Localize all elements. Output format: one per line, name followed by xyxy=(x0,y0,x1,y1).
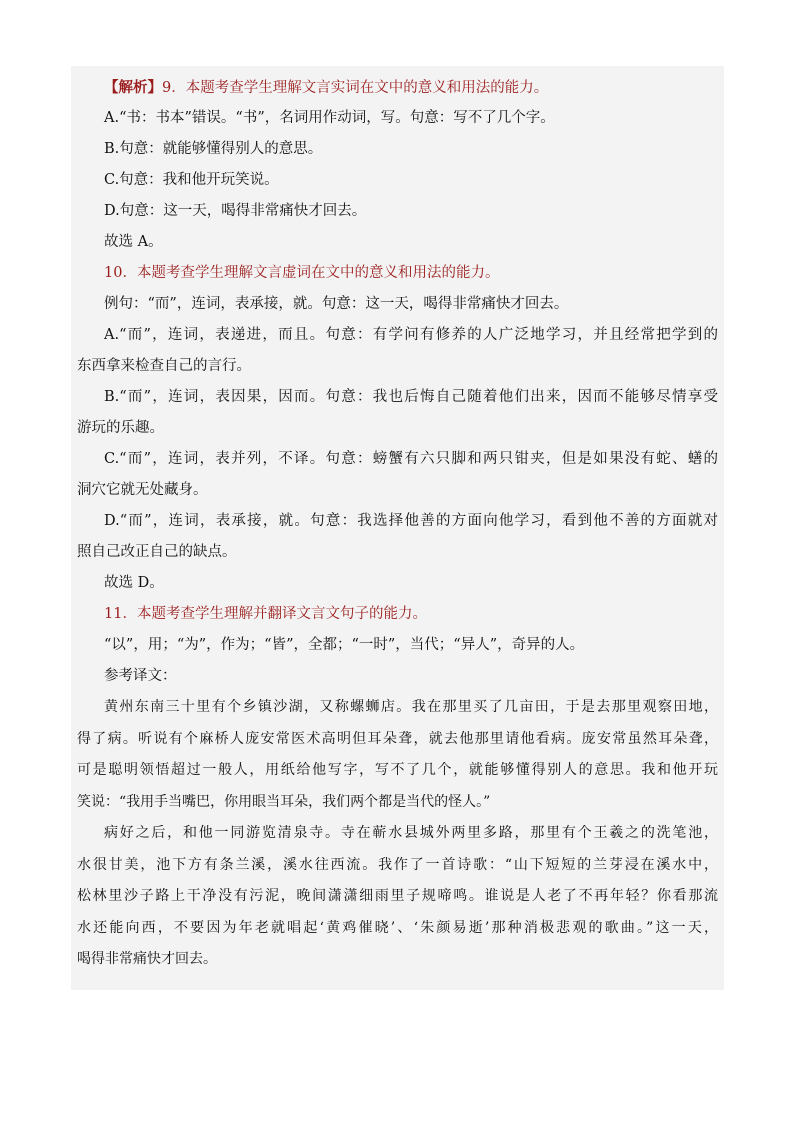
reference-translation xyxy=(71,692,724,976)
translation-p1-line: 可是聪明领悟超过一般人，用纸给他写字，写不了几个，就能够懂得别人的意思。我和他开玩 xyxy=(77,762,718,778)
analysis-panel xyxy=(71,66,724,990)
q10-option-b-line2: 游玩的乐趣。 xyxy=(77,420,164,436)
q9-option-c: C.句意：我和他开玩笑说。 xyxy=(104,172,279,188)
q10-option-b-line1: B.“而”，连词，表因果，因而。句意：我也后悔自己随着他们出来，因而不能够尽情享受 xyxy=(104,389,718,405)
q10-option-a-line2: 东西拿来检查自己的言行。 xyxy=(77,358,251,374)
q9-answer: 故选 A。 xyxy=(104,234,163,250)
q10-option-d-line2: 照自己改正自己的缺点。 xyxy=(77,544,237,560)
q10-answer: 故选 D。 xyxy=(104,575,164,591)
q10-example: 例句：“而”，连词，表承接，就。句意：这一天，喝得非常痛快才回去。 xyxy=(104,296,569,312)
q10-option-d-line1: D.“而”，连词，表承接，就。句意：我选择他善的方面向他学习，看到他不善的方面就对 xyxy=(104,513,718,529)
translation-p2-line: 水很甘美，池下方有条兰溪，溪水往西流。我作了一首诗歌：“山下短短的兰芽浸在溪水中， xyxy=(77,856,718,873)
q9-option-d: D.句意：这一天，喝得非常痛快才回去。 xyxy=(104,203,367,219)
analysis-tag: 【解析】 xyxy=(104,79,162,96)
translation-p2-line: 喝得非常痛快才回去。 xyxy=(77,951,217,967)
q10-option-a-line1: A.“而”，连词，表递进，而且。句意：有学问有修养的人广泛地学习，并且经常把学到的 xyxy=(104,327,718,343)
q9-option-b: B.句意：就能够懂得别人的意思。 xyxy=(104,141,323,157)
translation-p1-line: 得了病。听说有个麻桥人庞安常医术高明但耳朵聋，就去他那里请他看病。庞安常虽然耳朵聋， xyxy=(77,730,718,747)
translation-p2-line: 病好之后，和他一同游览清泉寺。寺在蕲水县城外两里多路，那里有个王羲之的洗笔池， xyxy=(104,825,718,841)
translation-p1-line: 黄州东南三十里有个乡镇沙湖，又称螺蛳店。我在那里买了几亩田，于是去那里观察田地， xyxy=(104,699,718,715)
q9-option-a: A.“书：书本”错误。“书”，名词用作动词，写。句意：写不了几个字。 xyxy=(104,110,555,126)
translation-p2-line: 松林里沙子路上干净没有污泥，晚间潇潇细雨里子规啼鸣。谁说是人老了不再年轻？你看那流 xyxy=(77,888,718,904)
q10-heading: 10．本题考查学生理解文言虚词在文中的意义和用法的能力。 xyxy=(104,265,500,281)
reference-translation-label: 参考译文： xyxy=(104,668,177,684)
q11-heading: 11．本题考查学生理解并翻译文言文句子的能力。 xyxy=(104,606,427,622)
q10-option-c-line2: 洞穴它就无处藏身。 xyxy=(77,482,208,498)
q11-word-glosses: “以”，用；“为”，作为；“皆”，全都；“一时”，当代；“异人”，奇异的人。 xyxy=(104,637,585,653)
translation-p1-line: 笑说：“我用手当嘴巴，你用眼当耳朵，我们两个都是当代的怪人。” xyxy=(77,793,491,810)
q9-heading-line xyxy=(71,72,724,103)
q10-option-c-line1: C.“而”，连词，表并列，不译。句意：螃蟹有六只脚和两只钳夹，但是如果没有蛇、蟮的 xyxy=(104,451,718,467)
translation-p2-line: 水还能向西，不要因为年老就唱起‘黄鸡催晓’、‘朱颜易逝’那种消极悲观的歌曲。”这一天， xyxy=(77,919,718,936)
q9-heading: 9．本题考查学生理解文言实词在文中的意义和用法的能力。 xyxy=(162,80,549,96)
